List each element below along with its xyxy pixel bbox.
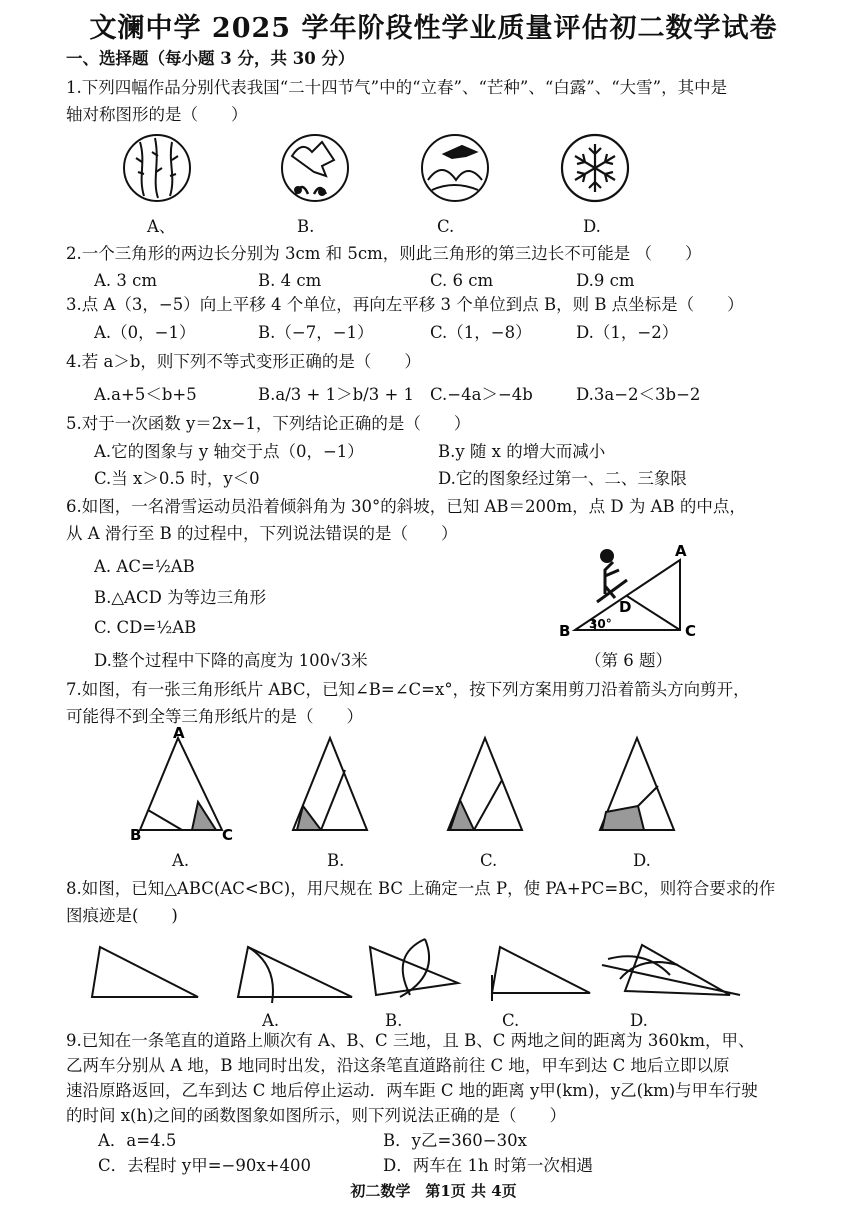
q7-label-a: A.: [172, 851, 190, 870]
q1-label-d: D.: [583, 217, 601, 236]
q7-figure-a: [140, 738, 222, 830]
q6-stem-line1: 6.如图，一名滑雪运动员沿着倾斜角为 30°的斜坡，已知 AB＝200m，点 D 为 AB 的中点，: [66, 497, 746, 516]
q6-option-b: B.△ACD 为等边三角形: [94, 588, 267, 607]
page-title: 文澜中学 2025 学年阶段性学业质量评估初二数学试卷: [89, 13, 778, 44]
q1-stem-line2: 轴对称图形的是（ ）: [66, 105, 248, 124]
page-footer: 初二数学 第1页 共 4页: [350, 1182, 517, 1200]
q6-angle-label: 30°: [589, 617, 612, 631]
q6-option-d: D.整个过程中下降的高度为 100√3米: [94, 651, 368, 670]
q6-option-a: A. AC=½AB: [94, 557, 195, 576]
q7-figure-c: [448, 738, 522, 830]
q7-figure-d: [600, 738, 674, 830]
q1-image-c: [422, 135, 488, 201]
q1-image-d: [562, 135, 628, 201]
q5-stem: 5.对于一次函数 y＝2x−1，下列结论正确的是（ ）: [66, 414, 471, 433]
q2-option-c: C. 6 cm: [430, 271, 494, 290]
svg-text:C: C: [222, 826, 234, 844]
q8-label-c: C.: [502, 1011, 520, 1030]
q3-option-d: D.（1，−2）: [576, 323, 679, 342]
q4-option-d: D.3a−2＜3b−2: [576, 385, 701, 404]
q1-image-a: [124, 135, 190, 201]
q7-triangle-figures: [130, 724, 690, 844]
q8-label-b: B.: [385, 1011, 403, 1030]
q9-option-c: C．去程时 y甲=−90x+400: [98, 1156, 311, 1175]
q1-label-c: C.: [437, 217, 455, 236]
q8-label-d: D.: [630, 1011, 648, 1030]
q4-option-a: A.a+5＜b+5: [94, 385, 197, 404]
q4-option-c: C.−4a＞−4b: [430, 385, 533, 404]
q4-option-b: B.a/3 + 1＞b/3 + 1: [258, 385, 415, 404]
q3-option-c: C.（1，−8）: [430, 323, 532, 342]
q3-option-b: B.（−7，−1）: [258, 323, 374, 342]
q8-construction-figures: [80, 935, 760, 1010]
q3-option-a: A.（0，−1）: [94, 323, 196, 342]
q1-solar-term-images: [120, 132, 720, 212]
q9-stem-line3: 速沿原路返回，乙车到达 C 地后停止运动．两车距 C 地的距离 y甲(km)，y乙(km)与甲车行驶: [66, 1081, 758, 1100]
section-heading: 一、选择题（每小题 3 分，共 30 分）: [66, 49, 355, 68]
q2-option-d: D.9 cm: [576, 271, 635, 290]
q9-stem-line4: 的时间 x(h)之间的函数图象如图所示，则下列说法正确的是（ ）: [66, 1106, 567, 1125]
q6-stem-line2: 从 A 滑行至 B 的过程中，下列说法错误的是（ ）: [66, 524, 458, 543]
q3-stem: 3.点 A（3，−5）向上平移 4 个单位，再向左平移 3 个单位到点 B，则 B 点坐标是（ ）: [66, 295, 744, 314]
q7-label-d: D.: [633, 851, 651, 870]
q2-stem: 2.一个三角形的两边长分别为 3cm 和 5cm，则此三角形的第三边长不可能是 （ ）: [66, 244, 702, 263]
q6-ski-slope-figure: [545, 540, 705, 650]
q5-option-c: C.当 x＞0.5 时，y＜0: [94, 469, 260, 488]
q7-label-b: B.: [327, 851, 345, 870]
q9-option-a: A．a=4.5: [98, 1131, 177, 1150]
svg-text:A: A: [675, 542, 687, 560]
svg-text:B: B: [559, 622, 571, 640]
q8-stem-line2: 图痕迹是( ): [66, 906, 178, 925]
q9-option-b: B．y乙=360−30x: [383, 1131, 527, 1150]
q9-stem-line1: 9.已知在一条笔直的道路上顺次有 A、B、C 三地，且 B、C 两地之间的距离为 360km，甲、: [66, 1031, 755, 1050]
q1-label-a: A、: [147, 217, 176, 236]
q8-original-triangle: [92, 947, 198, 997]
svg-text:A: A: [173, 724, 185, 742]
svg-text:C: C: [685, 622, 697, 640]
q4-stem: 4.若 a＞b，则下列不等式变形正确的是（ ）: [66, 352, 421, 371]
q9-stem-line2: 乙两车分别从 A 地，B 地同时出发，沿这条笔直道路前往 C 地，甲车到达 C 地后立即以原: [66, 1056, 730, 1075]
q1-stem-line1: 1.下列四幅作品分别代表我国“二十四节气”中的“立春”、“芒种”、“白露”、“大雪”，其中是: [66, 78, 728, 97]
q8-stem-line1: 8.如图，已知△ABC(AC<BC)，用尺规在 BC 上确定一点 P，使 PA+PC=BC，则符合要求的作: [66, 879, 776, 898]
q7-label-c: C.: [480, 851, 498, 870]
q8-figure-c: [492, 947, 590, 1001]
svg-text:D: D: [619, 598, 632, 616]
q8-figure-a: [238, 947, 352, 1003]
q7-stem-line2: 可能得不到全等三角形纸片的是（ ）: [66, 707, 363, 726]
q8-figure-b: [370, 939, 458, 997]
q8-figure-d: [602, 945, 740, 995]
q1-label-b: B.: [297, 217, 315, 236]
q2-option-b: B. 4 cm: [258, 271, 322, 290]
q7-stem-line1: 7.如图，有一张三角形纸片 ABC，已知∠B=∠C=x°，按下列方案用剪刀沿着箭头方向剪开，: [66, 680, 750, 699]
q8-label-a: A.: [262, 1011, 280, 1030]
q6-option-c: C. CD=½AB: [94, 618, 197, 637]
q9-option-d: D．两车在 1h 时第一次相遇: [383, 1156, 593, 1175]
q7-figure-b: [293, 738, 367, 830]
q6-figure-caption: （第 6 题）: [585, 651, 672, 670]
q5-option-a: A.它的图象与 y 轴交于点（0，−1）: [94, 442, 364, 461]
svg-text:B: B: [130, 826, 142, 844]
q1-image-b: [282, 135, 348, 201]
q5-option-d: D.它的图象经过第一、二、三象限: [438, 469, 687, 488]
q5-option-b: B.y 随 x 的增大而减小: [438, 442, 606, 461]
q2-option-a: A. 3 cm: [94, 271, 158, 290]
